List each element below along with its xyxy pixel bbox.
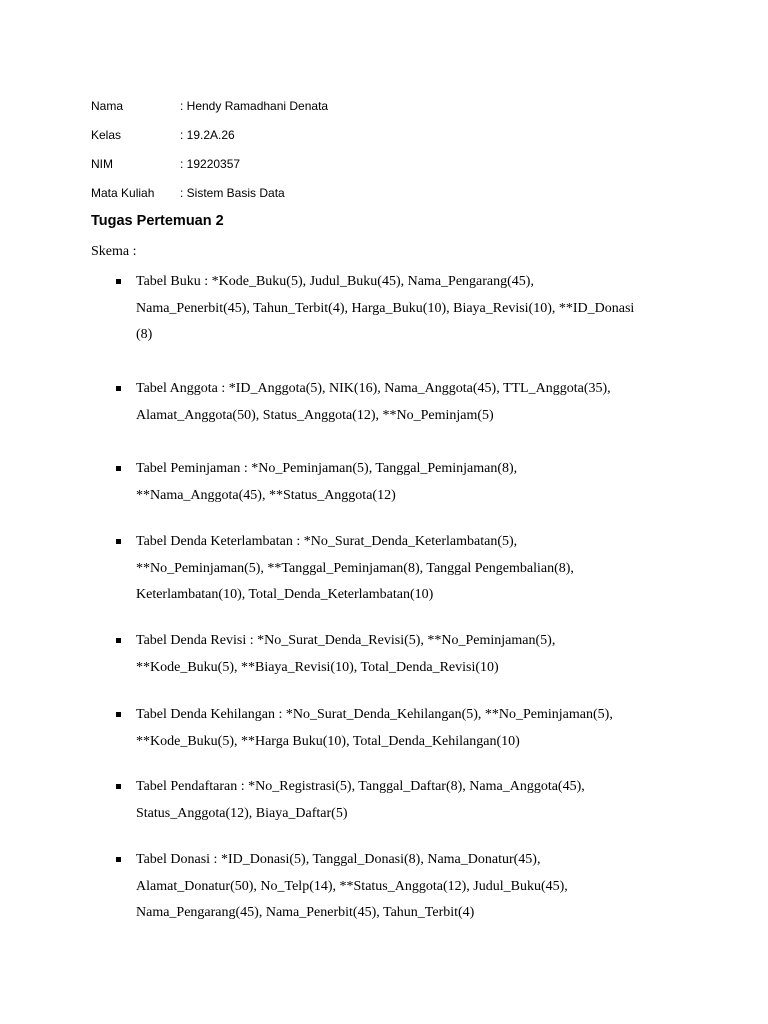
skema-label: Skema : (91, 244, 137, 259)
item-line: **Nama_Anggota(45), **Status_Anggota(12) (136, 487, 396, 503)
info-value: : Hendy Ramadhani Denata (180, 99, 329, 113)
item-line: Alamat_Anggota(50), Status_Anggota(12), **No_Peminjam(5) (136, 407, 494, 423)
list-item-tabel-denda-kehilangan (116, 702, 676, 755)
item-line: Nama_Pengarang(45), Nama_Penerbit(45), Tahun_Terbit(4) (136, 905, 475, 920)
item-line: Tabel Peminjaman : *No_Peminjaman(5), Tanggal_Peminjaman(8), (136, 461, 518, 476)
info-row-mata-kuliah (91, 179, 328, 208)
list-item-tabel-anggota (116, 376, 676, 429)
item-line: Nama_Penerbit(45), Tahun_Terbit(4), Harga_Buku(10), Biaya_Revisi(10), **ID_Donasi (136, 300, 635, 316)
info-label: NIM (91, 157, 113, 171)
bullet-icon (116, 539, 121, 544)
info-value: : 19220357 (180, 157, 241, 171)
info-label: Mata Kuliah (91, 186, 155, 200)
item-line: **Kode_Buku(5), **Biaya_Revisi(10), Total_Denda_Revisi(10) (136, 659, 499, 675)
item-line: Tabel Donasi : *ID_Donasi(5), Tanggal_Donasi(8), Nama_Donatur(45), (136, 852, 541, 867)
item-line: (8) (136, 327, 153, 342)
document-title: Tugas Pertemuan 2 (91, 213, 224, 229)
info-row-nama (91, 92, 328, 121)
list-item-tabel-buku (116, 269, 676, 349)
item-line: **Kode_Buku(5), **Harga Buku(10), Total_Denda_Kehilangan(10) (136, 733, 520, 749)
item-line: Tabel Pendaftaran : *No_Registrasi(5), Tanggal_Daftar(8), Nama_Anggota(45), (136, 779, 585, 794)
list-item-tabel-pendaftaran (116, 774, 676, 827)
info-label: Nama (91, 99, 124, 113)
item-line: Status_Anggota(12), Biaya_Daftar(5) (136, 805, 348, 821)
item-line: Tabel Anggota : *ID_Anggota(5), NIK(16), Nama_Anggota(45), TTL_Anggota(35), (136, 381, 611, 396)
info-row-nim (91, 150, 328, 179)
student-info (91, 92, 328, 208)
info-value: : 19.2A.26 (180, 128, 235, 142)
item-line: Keterlambatan(10), Total_Denda_Keterlambatan(10) (136, 587, 434, 602)
bullet-icon (116, 386, 121, 391)
list-item-tabel-denda-revisi (116, 628, 676, 681)
bullet-icon (116, 784, 121, 789)
item-line: Tabel Denda Kehilangan : *No_Surat_Denda_Kehilangan(5), **No_Peminjaman(5), (136, 707, 613, 722)
list-item-tabel-donasi (116, 847, 676, 927)
list-item-tabel-denda-keterlambatan (116, 529, 676, 609)
bullet-icon (116, 857, 121, 862)
bullet-icon (116, 279, 121, 284)
bullet-icon (116, 712, 121, 717)
item-line: Tabel Buku : *Kode_Buku(5), Judul_Buku(45), Nama_Pengarang(45), (136, 274, 534, 289)
item-line: Tabel Denda Revisi : *No_Surat_Denda_Revisi(5), **No_Peminjaman(5), (136, 633, 556, 648)
bullet-icon (116, 466, 121, 471)
list-item-tabel-peminjaman (116, 456, 676, 509)
info-row-kelas (91, 121, 328, 150)
info-value: : Sistem Basis Data (180, 186, 285, 200)
item-line: Alamat_Donatur(50), No_Telp(14), **Status_Anggota(12), Judul_Buku(45), (136, 878, 568, 894)
item-line: Tabel Denda Keterlambatan : *No_Surat_Denda_Keterlambatan(5), (136, 534, 518, 549)
bullet-icon (116, 638, 121, 643)
info-label: Kelas (91, 128, 122, 142)
item-line: **No_Peminjaman(5), **Tanggal_Peminjaman(8), Tanggal Pengembalian(8), (136, 560, 574, 576)
